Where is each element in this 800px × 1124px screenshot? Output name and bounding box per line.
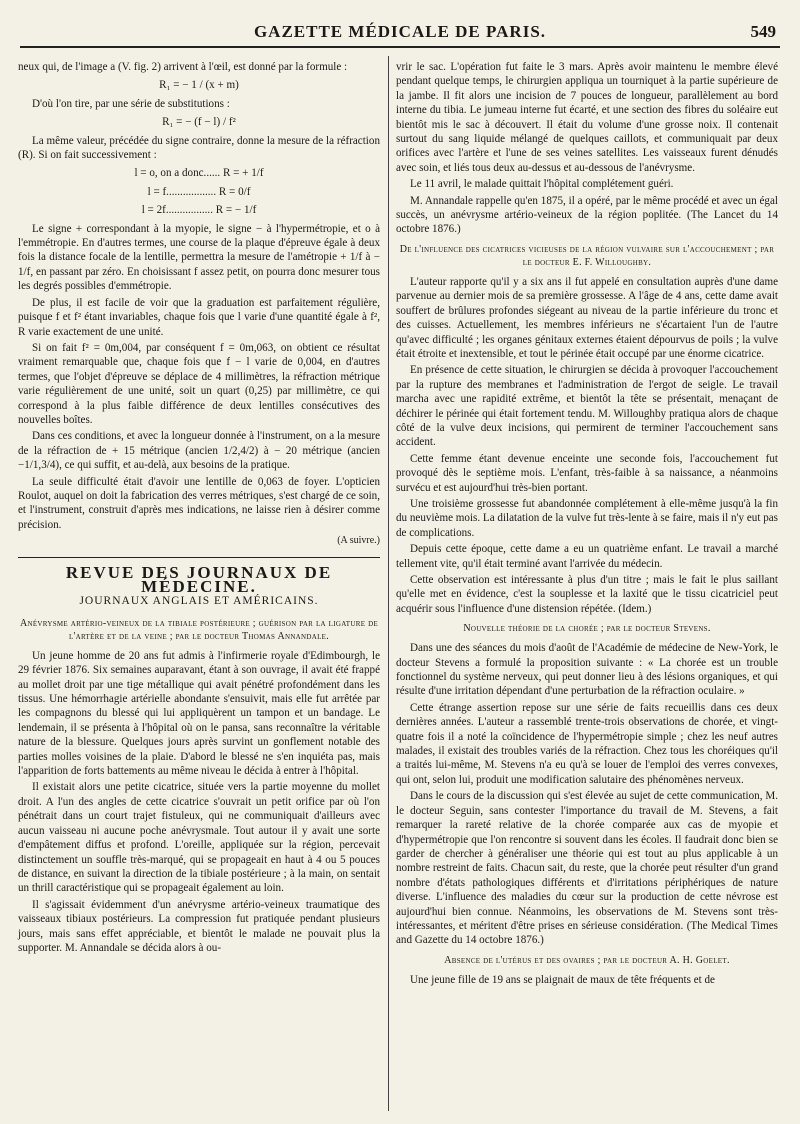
- paragraph: La seule difficulté était d'avoir une lentille de 0,063 de foyer. L'opticien Roulot, auquel on doit la fabrication des verres métriques, s'est chargé de ce soin, et l'instrument, construit d'après mes indications, ne laisse rien à désirer comme précision.: [18, 475, 380, 531]
- paragraph: De plus, il est facile de voir que la graduation est parfaitement régulière, puisque f et f² étant invariables, chaque fois que l varie d'une quantité égale à f², R varie exactement de une unité.: [18, 296, 380, 338]
- paragraph: En présence de cette situation, le chirurgien se décida à provoquer l'accouchement par la rupture des membranes et l'administration de l'ergot de seigle. Le travail marcha avec une rapidité extrême, et bientôt la tête se présentait, menaçant de déchirer le périnée qui était fortement tendu. M. Willoughby pratiqua alors de chaque côté de la vulve deux incisions, qui permirent de terminer l'accouchement sans accident.: [396, 364, 778, 449]
- paragraph: Si on fait f² = 0m,004, par conséquent f = 0m,063, on obtient ce résultat vraiment remarquable que, chaque fois que f − l varie de 0,004, en d'autres termes, que l'objet d'épreuve se déplace de 4 millimètres, la réfraction métrique varie régulièrement de une unité, soit un quart (0,25) par millimètre, ce qui correspond à la plus faible différence de deux lentilles consécutives des nouvelles boîtes.: [18, 341, 380, 426]
- paragraph: M. Annandale rappelle qu'en 1875, il a opéré, par le même procédé et avec un égal succès, un anévrysme artério-veineux de la région poplitée. (The Lancet du 14 octobre 1876.): [396, 194, 778, 236]
- paragraph: Cette observation est intéressante à plus d'un titre ; mais le fait le plus saillant qu'elle met en évidence, c'est la souplesse et la laxité que le tissu cicatriciel peut acquérir sous l'influence d'une distension répétée. (Idem.): [396, 574, 778, 615]
- page-header: [20, 18, 780, 48]
- paragraph: Depuis cette époque, cette dame a eu un quatrième enfant. Le travail a marché tellement vite, qu'il était terminé avant l'arrivée du médecin.: [396, 543, 778, 570]
- paragraph: Le 11 avril, le malade quittait l'hôpital complétement guéri.: [410, 178, 674, 191]
- paragraph: Dans ces conditions, et avec la longueur donnée à l'instrument, on a la mesure de la réfraction de + 15 métrique (ancien 1/2,4/2) à − 20 métrique (ancien −1/1,3/4), ce qui suffit, et au-delà, aux besoins de la pratique.: [18, 430, 380, 472]
- article-heading: De l'influence des cicatrices vicieuses de la région vulvaire sur l'accouchement ; par le docteur E. F. Willoughby.: [399, 243, 775, 268]
- paragraph: Cette étrange assertion repose sur une série de faits recueillis dans ces deux dernières années. L'auteur a rassemblé trente-trois observations de chorée, et vingt-quatre fois il a noté la coïncidence de l'hypermétropie simple ; chez les neuf autres malades, il existait des troubles variés de la réfraction. Chez tous les choréiques qu'il a traités lui-même, M. Stevens n'a eu qu'à se louer de l'emploi des verres convexes, qui ont, selon lui, produit une modification salutaire des phénomènes nerveux.: [396, 701, 778, 786]
- paragraph: La même valeur, précédée du signe contraire, donne la mesure de la réfraction (R). Si on fait successivement :: [18, 134, 380, 162]
- formula: l = o, on a donc...... R = + 1/f: [134, 167, 264, 180]
- section-subtitle: JOURNAUX ANGLAIS ET AMÉRICAINS.: [79, 595, 319, 608]
- paragraph: Il s'agissait évidemment d'un anévrysme artério-veineux traumatique des vaisseaux tibiaux postérieurs. La compression fut pratiquée pendant plusieurs jours, mais sans effet appréciable, et bientôt le malade ne pouvait plus la supporter. M. Annandale se décida alors à ou-: [18, 898, 380, 954]
- paragraph: D'où l'on tire, par une série de substitutions :: [32, 97, 230, 110]
- formula: l = 2f................. R = − 1/f: [141, 204, 257, 217]
- journal-title: GAZETTE MÉDICALE DE PARIS.: [253, 22, 547, 41]
- paragraph: Le signe + correspondant à la myopie, le signe − à l'hypermétropie, et o à l'emmétropie. En d'autres termes, une course de la plaque d'épreuve égale à deux fois la distance focale de la lentille, permettra la mesure de l'amétropie + 1/f à − 1/f, en passant par zéro. En choisissant f assez petit, on pourra donc mesurer tous les degrés possibles d'emmétropie.: [18, 222, 380, 293]
- left-column: [18, 60, 380, 957]
- to-be-continued: (A suivre.): [337, 535, 380, 547]
- paragraph: L'auteur rapporte qu'il y a six ans il fut appelé en consultation auprès d'une dame parvenue au dernier mois de sa première grossesse. A l'âge de 4 ans, cette dame avait souffert de brûlures profondes siégeant au niveau de la partie inférieure du tronc et des cuisses. Actuellement, les membres inférieurs ne s'écartaient l'un de l'autre qu'avec difficulté ; les organes génitaux externes étaient dépourvus de poils ; la vulve était étroite et inextensible, et tout le périnée était occupé par une énorme cicatrice.: [396, 275, 778, 360]
- paragraph: Une troisième grossesse fut abandonnée complétement à elle-même jusqu'à la fin du neuvième mois. La dilatation de la vulve fut très-lente à se faire, mais il n'y eut pas de complications.: [396, 497, 778, 539]
- paragraph: neux qui, de l'image a (V. fig. 2) arrivent à l'œil, est donné par la formule :: [18, 61, 348, 73]
- column-divider: [388, 56, 389, 1111]
- formula: l = f.................. R = 0/f: [147, 185, 251, 198]
- formula: R₁ = − 1 / (x + m): [159, 79, 239, 92]
- article-heading: Absence de l'utérus et des ovaires ; par le docteur A. H. Goelet.: [444, 954, 730, 966]
- paragraph: Une jeune fille de 19 ans se plaignait de maux de tête fréquents et de: [410, 973, 715, 986]
- paragraph: Il existait alors une petite cicatrice, située vers la partie moyenne du mollet droit. A l'un des angles de cette cicatrice s'ouvrait un petit orifice par où l'on pénétrait dans un court trajet fistuleux, qui ne communiquait d'ailleurs avec aucun vaisseau ni aucune poche anévrysmale. Tout autour il y avait une sorte d'empâtement diffus et profond. L'oreille, appliquée sur la région, percevait distinctement un souffle très-marqué, qui se propageait en haut à 4 ou 5 pouces de distance, en suivant la direction de la tibiale postérieure ; à la main, on sentait un thrill caractéristique qui se propageait également au loin.: [18, 781, 380, 895]
- article-heading: Nouvelle théorie de la chorée ; par le docteur Stevens.: [463, 623, 711, 635]
- paragraph: Un jeune homme de 20 ans fut admis à l'infirmerie royale d'Edimbourgh, le 29 février 1876. Six semaines auparavant, étant à son ouvrage, il avait été frappé au mollet droit par une tige métallique qui avait pénétré profondément dans les tissus. Une hémorrhagie artérielle abondante s'ensuivit, mais elle fut arrêtée par les compagnons du blessé qui lui appliquèrent un tampon et un bandage. Le lendemain, il se présenta à l'hôpital où on le pansa, sans reconnaître la véritable nature de la blessure. Quelques jours après survint un gonflement notable des parties molles voisines de la plaie. D'abord le blessé ne s'en inquiéta pas, mais l'apparition de forts battements au même niveau le décida à entrer à l'hôpital.: [18, 649, 380, 778]
- right-column: [396, 60, 778, 989]
- paragraph: Dans une des séances du mois d'août de l'Académie de médecine de New-York, le docteur Stevens a formulé la proposition suivante : « La chorée est un trouble fonctionnel du système nerveux, qui peut donner lieu à des lésions organiques, et qui résulte d'une irritation dépendant d'une perturbation de la réfraction oculaire. »: [396, 642, 778, 698]
- page-number: 549: [750, 22, 776, 41]
- article-heading: Anévrysme artério-veineux de la tibiale postérieure ; guérison par la ligature de l'artère et de la veine ; par le docteur Thomas Annandale.: [19, 617, 379, 642]
- paragraph: Dans le cours de la discussion qui s'est élevée au sujet de cette communication, M. le docteur Seguin, sans contester l'importance du travail de M. Stevens, a fait remarquer la rareté relative de la chorée comparée aux cas de myopie et d'hypermétropie que l'on rencontre si souvent dans les écoles. Il faudrait donc bien se garder de chercher à généraliser une théorie qui est tout au plus applicable à un nombre restreint de faits. Chacun sait, du reste, que la chorée peut résulter d'un grand nombre d'états pathologiques différents et d'irritations périphériques de nature diverse. L'influence des maladies du cœur sur la production de cette névrose est aujourd'hui bien connue. Néanmoins, les observations de M. Stevens sont très-intéressantes, et méritent d'être prises en sérieuse considération. (The Medical Times and Gazette du 14 octobre 1876.): [396, 790, 778, 947]
- paragraph: vrir le sac. L'opération fut faite le 3 mars. Après avoir maintenu le membre élevé pendant quelque temps, le chirurgien appliqua un tourniquet à la partie supérieure de la jambe. Il fit alors une incision de 7 pouces de longueur, parallèlement au bord interne du tibia. Le jumeau interne fut écarté, et une section des fibres du soléaire eut bientôt mis le sac à découvert. Il était du volume d'une grosse noix. Il contenait surtout du sang liquide mélangé de quelques caillots, et communiquait par deux orifices avec l'artère et l'une de ses veines satellites. Les vaisseaux furent dénudés avec soin, et liés tous deux au-dessus et au-dessous de l'anévrysme.: [396, 61, 778, 174]
- formula: R₁ = − (f − l) / f²: [162, 116, 236, 129]
- paragraph: Cette femme étant devenue enceinte une seconde fois, l'accouchement fut provoqué dès le septième mois. L'enfant, très-faible à sa naissance, a néanmoins survécu et est aujourd'hui très-bien portant.: [396, 452, 778, 494]
- section-title: REVUE DES JOURNAUX DE MÉDECINE.: [65, 562, 333, 596]
- section-divider: [18, 557, 380, 558]
